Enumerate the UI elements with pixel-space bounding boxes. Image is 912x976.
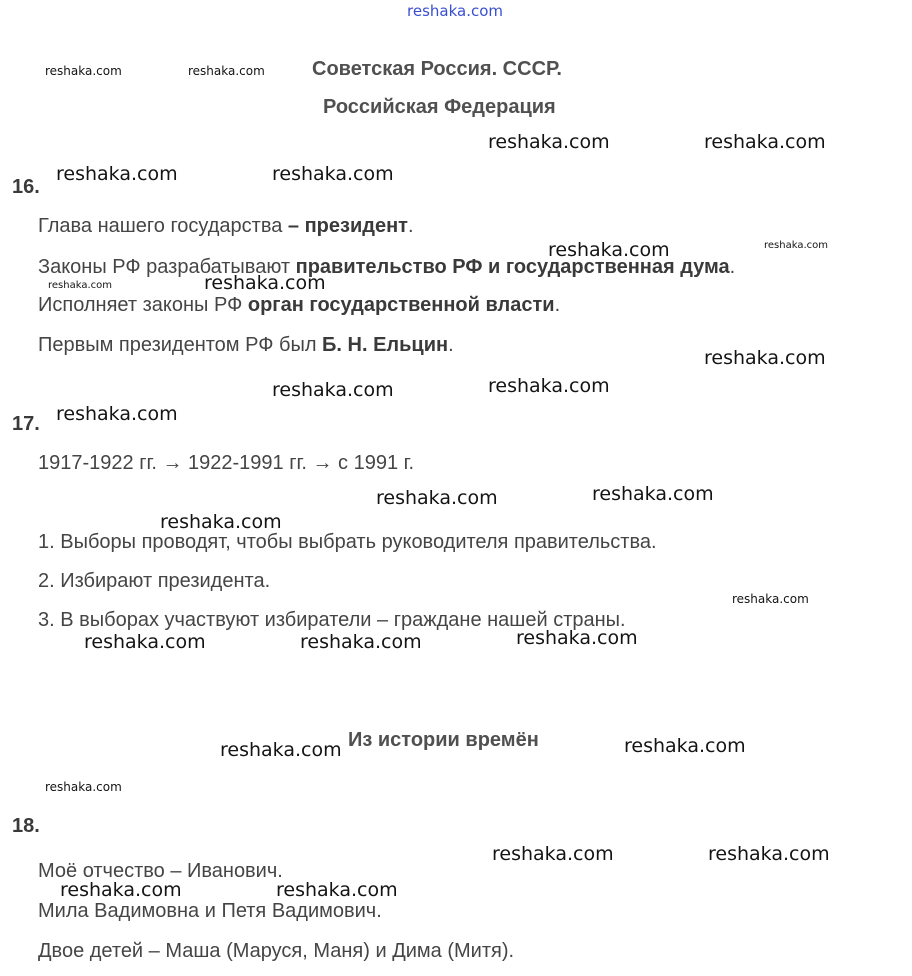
watermark: reshaka.com bbox=[624, 735, 746, 757]
line-end: . bbox=[554, 294, 561, 316]
watermark: reshaka.com bbox=[704, 131, 826, 153]
section-2-title: Из истории времён bbox=[348, 729, 539, 751]
task-18-number: 18. bbox=[12, 815, 40, 837]
line-answer: Б. Н. Ельцин bbox=[322, 334, 449, 356]
watermark: reshaka.com bbox=[56, 163, 178, 185]
watermark: reshaka.com bbox=[548, 239, 670, 261]
watermark: reshaka.com bbox=[84, 631, 206, 653]
watermark: reshaka.com bbox=[45, 64, 122, 78]
task-17-item-2: 2. Избирают президента. bbox=[38, 570, 271, 592]
line-text: Законы РФ разрабатывают bbox=[38, 256, 296, 278]
section-title: Советская Россия. СССР. bbox=[312, 58, 562, 80]
watermark: reshaka.com bbox=[276, 879, 398, 901]
section-subtitle: Российская Федерация bbox=[323, 96, 556, 118]
watermark: reshaka.com bbox=[492, 843, 614, 865]
watermark: reshaka.com bbox=[732, 592, 809, 606]
task-17-item-3: 3. В выборах участвуют избиратели – граждане нашей страны. bbox=[38, 609, 626, 631]
watermark: reshaka.com bbox=[300, 631, 422, 653]
task-17-item-1: 1. Выборы проводят, чтобы выбрать руководителя правительства. bbox=[38, 531, 657, 553]
line-end: . bbox=[729, 256, 736, 278]
watermark: reshaka.com bbox=[45, 780, 122, 794]
watermark: reshaka.com bbox=[592, 483, 714, 505]
task-18-line-1: Моё отчество – Иванович. bbox=[38, 860, 283, 882]
watermark: reshaka.com bbox=[272, 163, 394, 185]
line-answer: орган государственной власти bbox=[247, 294, 555, 316]
watermark-top: reshaka.com bbox=[407, 2, 503, 20]
task-17-number: 17. bbox=[12, 413, 40, 435]
task-16-line-1 bbox=[38, 215, 414, 238]
task-18-line-3: Двое детей – Маша (Маруся, Маня) и Дима (Митя). bbox=[38, 940, 515, 962]
line-text: Глава нашего государства bbox=[38, 215, 288, 237]
line-answer: правительство РФ и государственная дума bbox=[295, 256, 730, 278]
watermark: reshaka.com bbox=[488, 131, 610, 153]
watermark: reshaka.com bbox=[376, 487, 498, 509]
line-end: . bbox=[448, 334, 454, 356]
watermark: reshaka.com bbox=[188, 64, 265, 78]
task-17-timeline: 1917-1922 гг. → 1922-1991 гг. → с 1991 г. bbox=[38, 452, 415, 474]
watermark: reshaka.com bbox=[764, 240, 828, 251]
watermark: reshaka.com bbox=[488, 375, 610, 397]
watermark: reshaka.com bbox=[48, 280, 112, 291]
line-end: . bbox=[407, 215, 414, 237]
line-text: Первым президентом РФ был bbox=[38, 334, 323, 356]
watermark: reshaka.com bbox=[272, 379, 394, 401]
watermark: reshaka.com bbox=[60, 879, 182, 901]
line-text: Исполняет законы РФ bbox=[38, 294, 248, 316]
watermark: reshaka.com bbox=[204, 272, 326, 294]
task-16-number: 16. bbox=[12, 176, 40, 198]
task-18-line-2: Мила Вадимовна и Петя Вадимович. bbox=[38, 900, 382, 922]
line-answer: – президент bbox=[287, 215, 408, 237]
watermark: reshaka.com bbox=[56, 403, 178, 425]
watermark: reshaka.com bbox=[704, 347, 826, 369]
task-16-line-3 bbox=[38, 294, 560, 317]
watermark: reshaka.com bbox=[220, 739, 342, 761]
watermark: reshaka.com bbox=[160, 511, 282, 533]
watermark: reshaka.com bbox=[708, 843, 830, 865]
watermark: reshaka.com bbox=[516, 627, 638, 649]
task-16-line-4 bbox=[38, 334, 454, 357]
